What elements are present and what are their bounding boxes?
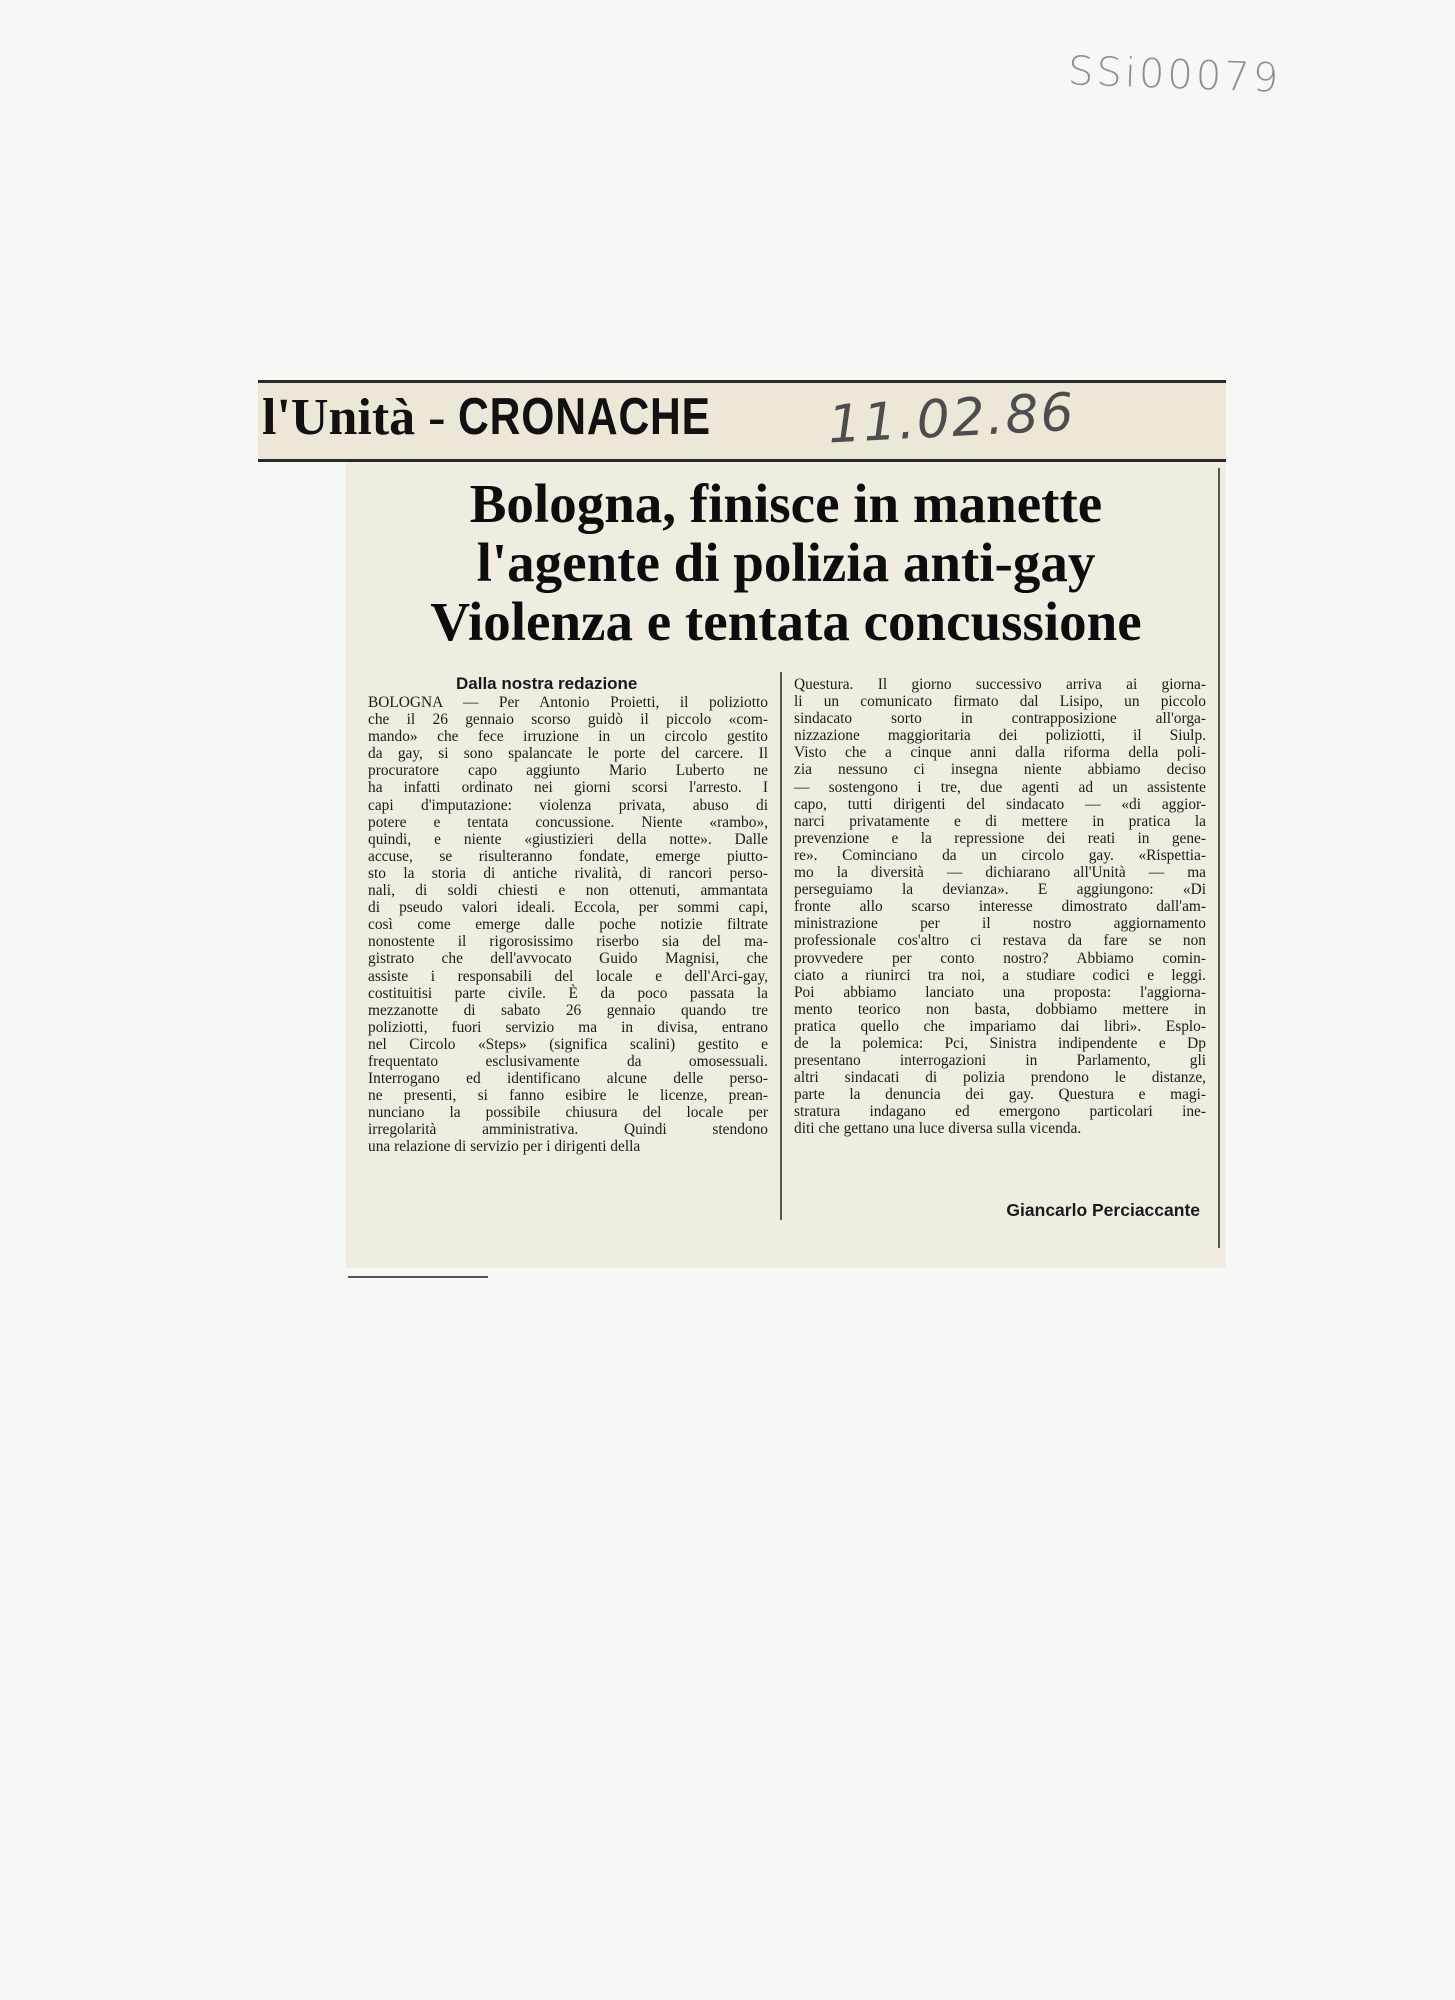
text-line: nonostente il rigorosissimo riserbo sia del ma- bbox=[368, 933, 768, 951]
text-line: Questura. Il giorno successivo arriva ai giorna- bbox=[794, 676, 1206, 693]
text-line: presentano interrogazioni in Parlamento, gli bbox=[794, 1052, 1206, 1070]
text-line: una relazione di servizio per i dirigenti della bbox=[368, 1138, 641, 1156]
text-line: mezzanotte di sabato 26 gennaio quando tre bbox=[368, 1001, 768, 1019]
newspaper-header bbox=[258, 380, 1226, 462]
text-line: ministrazione per il nostro aggiornamento bbox=[794, 915, 1206, 933]
text-line: de la polemica: Pci, Sinistra indipendente e Dp bbox=[794, 1034, 1206, 1052]
text-line: Interrogano ed identificano alcune delle perso- bbox=[368, 1070, 768, 1088]
text-line: nali, di soldi chiesti e non ottenuti, ammantata bbox=[368, 882, 768, 900]
text-line: parte la denuncia dei gay. Questura e magi- bbox=[794, 1086, 1206, 1104]
text-line: così come emerge dalle poche notizie filtrate bbox=[368, 916, 768, 934]
text-line: assiste i responsabili del locale e dell'Arci-gay, bbox=[368, 967, 768, 985]
text-line: nel Circolo «Steps» (significa scalini) gestito e bbox=[368, 1035, 768, 1053]
text-line: narci privatamente e di mettere in pratica la bbox=[794, 812, 1206, 830]
article bbox=[346, 462, 1226, 1268]
text-line: ne presenti, si fanno esibire le licenze, prean- bbox=[368, 1087, 768, 1105]
text-line: ciato a riunirci tra noi, a studiare codici e leggi. bbox=[794, 966, 1206, 984]
text-line: diti che gettano una luce diversa sulla vicenda. bbox=[794, 1120, 1082, 1138]
column-divider bbox=[780, 672, 782, 1220]
newspaper-name: l'Unità bbox=[262, 389, 416, 446]
text-line: fronte allo scarso interesse dimostrato dall'am- bbox=[794, 898, 1206, 916]
section-name: CRONACHE bbox=[458, 388, 712, 446]
text-line: gistrato che dell'avvocato Guido Magnisi, che bbox=[368, 950, 768, 968]
headline-line: l'agente di polizia anti-gay bbox=[476, 532, 1096, 593]
text-line: procuratore capo aggiunto Mario Luberto ne bbox=[368, 762, 768, 780]
bottom-rule bbox=[348, 1276, 488, 1278]
text-line: frequentato esclusivamente da omosessuali. bbox=[368, 1052, 768, 1070]
headline-line: Bologna, finisce in manette bbox=[469, 473, 1103, 534]
text-line: che il 26 gennaio scorso guidò il piccolo «com- bbox=[368, 711, 768, 729]
text-line: ha infatti ordinato nei giorni scorsi l'arresto. I bbox=[368, 779, 768, 797]
article-headline bbox=[346, 474, 1226, 651]
text-line: zia nessuno ci insegna niente abbiamo deciso bbox=[794, 761, 1206, 779]
text-line: capo, tutti dirigenti del sindacato — «di aggior- bbox=[794, 795, 1206, 813]
text-line: altri sindacati di polizia prendono le distanze, bbox=[794, 1069, 1206, 1087]
text-line: mo la diversità — dichiarano all'Unità — ma bbox=[794, 864, 1206, 882]
text-line: da gay, si sono spalancate le porte del carcere. Il bbox=[368, 745, 768, 763]
text-line: quindi, e niente «giustizieri della notte». Dalle bbox=[368, 830, 768, 848]
text-line: nizzazione maggioritaria dei poliziotti, il Siulp. bbox=[794, 727, 1206, 745]
handwritten-date: 11.02.86 bbox=[826, 382, 1077, 456]
text-line: potere e tentata concussione. Niente «rambo», bbox=[368, 813, 768, 831]
text-line: costituitisi parte civile. È da poco passata la bbox=[368, 984, 768, 1002]
text-line: poliziotti, fuori servizio ma in divisa, entrano bbox=[368, 1018, 768, 1036]
text-line: irregolarità amministrativa. Quindi stendono bbox=[368, 1121, 768, 1139]
text-line: — sostengono i tre, due agenti ad un assistente bbox=[794, 778, 1206, 796]
article-column-1 bbox=[368, 694, 768, 1156]
text-line: nunciano la possibile chiusura del locale per bbox=[368, 1104, 768, 1122]
text-line: provvedere per conto nostro? Abbiamo comin- bbox=[794, 949, 1206, 967]
text-line: Poi abbiamo lanciato una proposta: l'aggiorna- bbox=[794, 983, 1206, 1001]
author-signature: Giancarlo Perciaccante bbox=[1006, 1200, 1200, 1220]
text-line: sto la storia di antiche rivalità, di rancori perso- bbox=[368, 864, 768, 882]
article-column-2 bbox=[794, 676, 1206, 1138]
text-line: re». Cominciano da un circolo gay. «Rispettia- bbox=[794, 846, 1206, 864]
text-line: Visto che a cinque anni dalla riforma della poli- bbox=[794, 744, 1206, 762]
masthead-separator: - bbox=[415, 389, 459, 446]
byline: Dalla nostra redazione bbox=[456, 674, 638, 693]
text-line: stratura indagano ed emergono particolari ine- bbox=[794, 1103, 1206, 1121]
text-line: pratica quello che impariamo dai libri». Esplo- bbox=[794, 1017, 1206, 1035]
text-line: accuse, se risulteranno fondate, emerge piutto- bbox=[368, 847, 768, 865]
text-line: mando» che fece irruzione in un circolo gestito bbox=[368, 728, 768, 746]
headline-line: Violenza e tentata concussione bbox=[430, 591, 1142, 652]
text-line: di pseudo valori ideali. Eccola, per sommi capi, bbox=[368, 899, 768, 917]
text-line: professionale cos'altro ci restava da fare se non bbox=[794, 932, 1206, 950]
text-line: sindacato sorto in contrapposizione all'orga- bbox=[794, 710, 1206, 728]
text-line: BOLOGNA — Per Antonio Proietti, il poliziotto bbox=[368, 694, 768, 711]
masthead bbox=[262, 387, 767, 447]
text-line: capi d'imputazione: violenza privata, abuso di bbox=[368, 796, 768, 814]
newspaper-clipping bbox=[258, 380, 1226, 1280]
archive-code-handwritten: SSi00079 bbox=[1067, 48, 1282, 102]
text-line: perseguiamo la devianza». E aggiungono: «Di bbox=[794, 881, 1206, 899]
text-line: li un comunicato firmato dal Lisipo, un piccolo bbox=[794, 693, 1206, 711]
text-line: mento teorico non basta, dobbiamo mettere in bbox=[794, 1000, 1206, 1018]
text-line: prevenzione e la repressione dei reati in gene- bbox=[794, 829, 1206, 847]
